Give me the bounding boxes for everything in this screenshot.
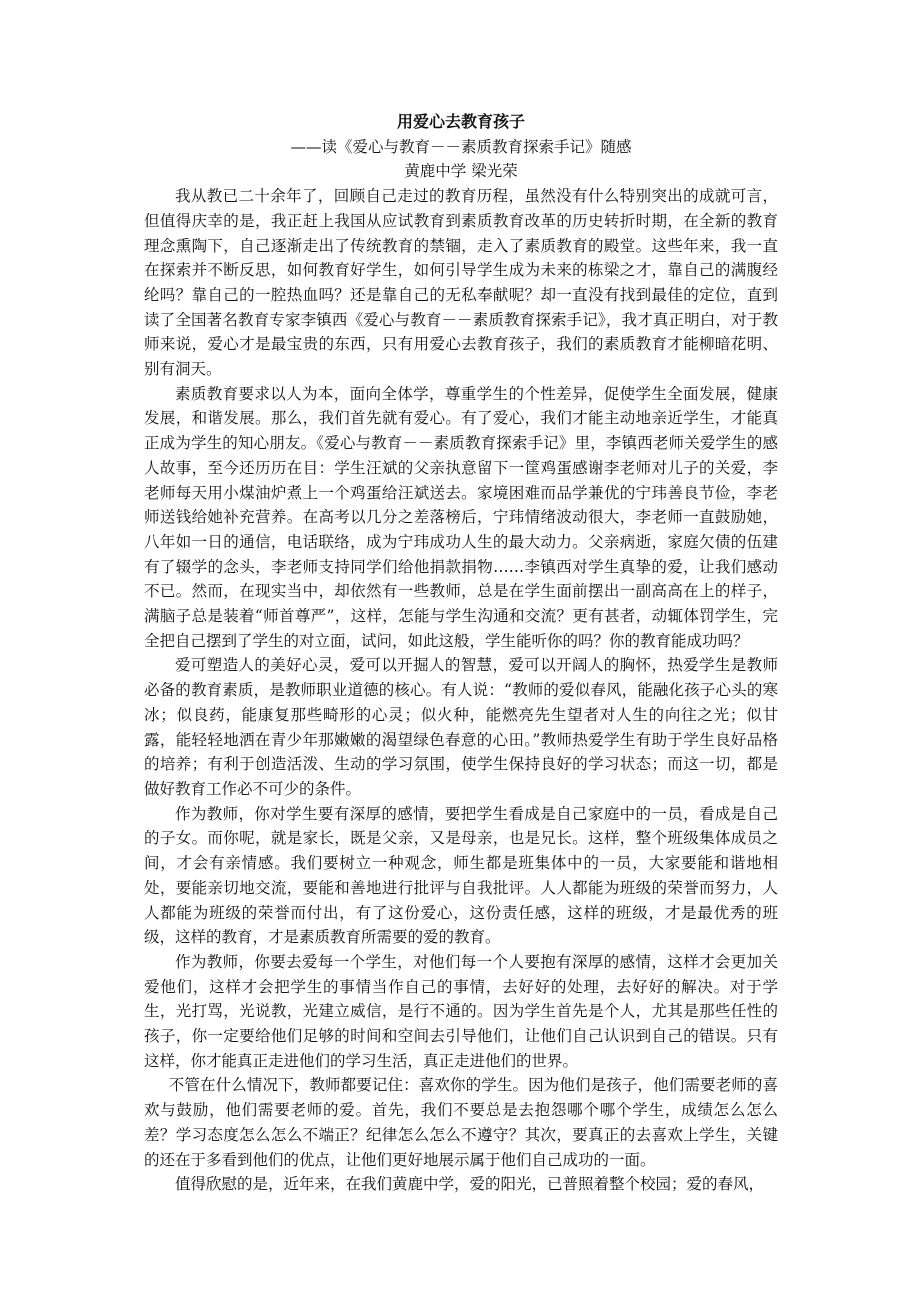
paragraph: 值得欣慰的是，近年来，在我们黄鹿中学，爱的阳光，已普照着整个校园；爱的春风， <box>175 1175 765 1194</box>
paragraph: 爱可塑造人的美好心灵，爱可以开掘人的智慧，爱可以开阔人的胸怀，热爱学生是教师必备的教育素质，是教师职业道德的核心。有人说：“教师的爱似春风，能融化孩子心头的寒冰；似良药，能康复那些畸形的心灵；似火种，能燃亮先生望者对人生的向往之光；似甘露，能轻轻地洒在青少年那嫩嫩的渴望绿色春意的心田。”教师热爱学生有助于学生良好品格的培养；有利于创造活泼、生动的学习氛围，使学生保持良好的学习状态；而这一切，都是做好教育工作必不可少的条件。 <box>144 656 778 798</box>
paragraph: 作为教师，你对学生要有深厚的感情，要把学生看成是自己家庭中的一员，看成是自己的子女。而你呢，就是家长，既是父亲，又是母亲，也是兄长。这样，整个班级集体成员之间，才会有亲情感。我们要树立一种观念，师生都是班集体中的一员，大家要能和谐地相处，要能亲切地交流，要能和善地进行批评与自我批评。人人都能为班级的荣誉而努力，人人都能为班级的荣誉而付出，有了这份爱心，这份责任感，这样的班级，才是最优秀的班级，这样的教育，才是素质教育所需要的爱的教育。 <box>144 804 778 947</box>
document-title: 用爱心去教育孩子 <box>396 112 525 131</box>
document-subtitle: ——读《爱心与教育－－素质教育探索手记》随感 <box>290 137 632 156</box>
author-line: 黄鹿中学 梁光荣 <box>404 162 518 181</box>
paragraph: 素质教育要求以人为本，面向全体学，尊重学生的个性差异，促使学生全面发展，健康发展，和谐发展。那么，我们首先就有爱心。有了爱心，我们才能主动地亲近学生，才能真正成为学生的知心朋友。《爱心与教育－－素质教育探索手记》里，李镇西老师关爱学生的感人故事，至今还历历在目：学生汪斌的父亲执意留下一筐鸡蛋感谢李老师对儿子的关爱，李老师每天用小煤油炉煮上一个鸡蛋给汪斌送去。家境困难而品学兼优的宁玮善良节俭，李老师送钱给她补充营养。在高考以几分之差落榜后，宁玮情绪波动很大，李老师一直鼓励她，八年如一日的通信，电话联络，成为宁玮成功人生的最大动力。父亲病逝，家庭欠债的伍建有了辍学的念头，李老师支持同学们给他捐款捐物……李镇西对学生真挚的爱，让我们感动不已。然而，在现实当中，却依然有一些教师，总是在学生面前摆出一副高高在上的样子，满脑子总是装着“师首尊严”，这样，怎能与学生沟通和交流？更有甚者，动辄体罚学生，完全把自己摆到了学生的对立面，试问，如此这般，学生能听你的吗？你的教育能成功吗？ <box>144 384 778 650</box>
paragraph: 作为教师，你要去爱每一个学生，对他们每一个人要抱有深厚的感情，这样才会更加关爱他们，这样才会把学生的事情当作自己的事情，去好好的处理，去好好的解决。对于学生，光打骂，光说教，光建立威信，是行不通的。因为学生首先是个人，尤其是那些任性的孩子，你一定要给他们足够的时间和空间去引导他们，让他们自己认识到自己的错误。只有这样，你才能真正走进他们的学习生活，真正走进他们的世界。 <box>144 952 778 1070</box>
paragraph: 不管在什么情况下，教师都要记住：喜欢你的学生。因为他们是孩子，他们需要老师的喜欢与鼓励，他们需要老师的爱。首先，我们不要总是去抱怨哪个哪个学生，成绩怎么怎么差？学习态度怎么怎么不端正？纪律怎么怎么不遵守？其次，要真正的去喜欢上学生，关键的还在于多看到他们的优点，让他们更好地展示属于他们自己成功的一面。 <box>144 1076 778 1169</box>
document-page <box>144 110 778 1197</box>
paragraph: 我从教已二十余年了，回顾自己走过的教育历程，虽然没有什么特别突出的成就可言，但值得庆幸的是，我正赶上我国从应试教育到素质教育改革的历史转折时期，在全新的教育理念熏陶下，自己逐渐走出了传统教育的禁锢，走入了素质教育的殿堂。这些年来，我一直在探索并不断反思，如何教育好学生，如何引导学生成为未来的栋梁之才，靠自己的满腹经纶吗？靠自己的一腔热血吗？还是靠自己的无私奉献呢？却一直没有找到最佳的定位，直到读了全国著名教育专家李镇西《爱心与教育－－素质教育探索手记》，我才真正明白，对于教师来说，爱心才是最宝贵的东西，只有用爱心去教育孩子，我们的素质教育才能柳暗花明、别有洞天。 <box>144 187 778 379</box>
